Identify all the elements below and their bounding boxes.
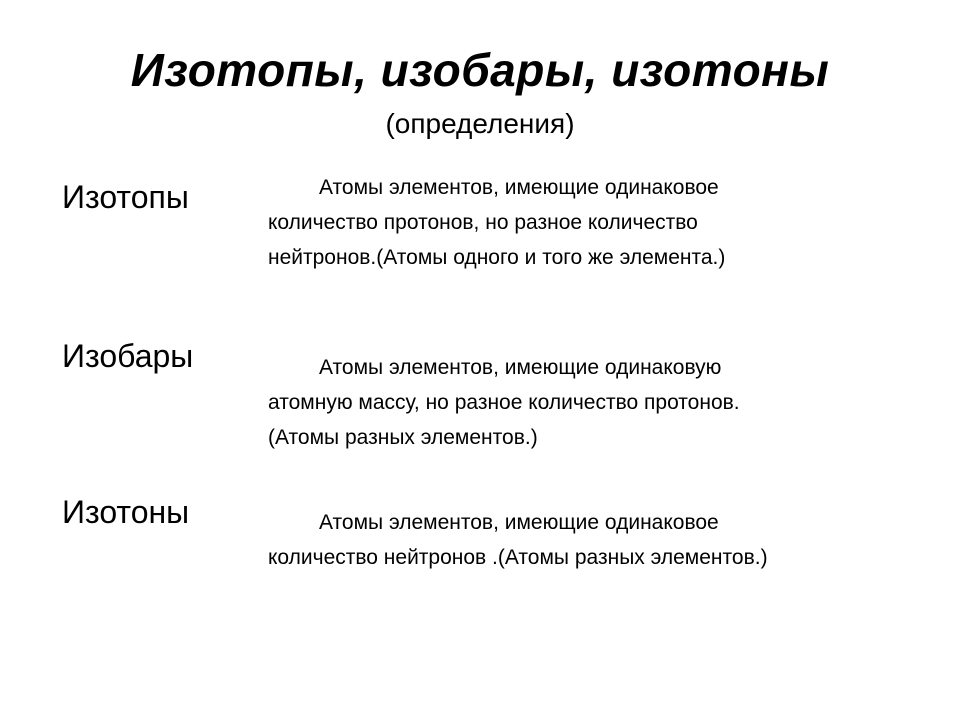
definition-line: атомную массу, но разное количество протонов. (268, 391, 740, 414)
definition-isobars (268, 350, 908, 455)
definition-line: Атомы элементов, имеющие одинаковое (319, 176, 719, 199)
definition-line: количество протонов, но разное количество (268, 211, 698, 234)
term-isotones: Изотоны (62, 494, 190, 530)
slide-title: Изотопы, изобары, изотоны (130, 44, 830, 96)
definition-line: (Атомы разных элементов.) (268, 426, 538, 449)
definition-isotopes (268, 170, 908, 275)
definition-line: Атомы элементов, имеющие одинаковое (319, 511, 719, 534)
slide-subtitle-text: (определения) (385, 108, 575, 139)
slide-subtitle (0, 106, 960, 142)
definition-line: Атомы элементов, имеющие одинаковую (319, 356, 722, 379)
term-isobars: Изобары (62, 338, 194, 374)
term-isotopes: Изотопы (62, 179, 189, 215)
definition-line: количество нейтронов .(Атомы разных элементов.) (268, 546, 768, 569)
definition-line: нейтронов.(Атомы одного и того же элемента.) (268, 246, 726, 269)
definition-isotones (268, 505, 908, 575)
